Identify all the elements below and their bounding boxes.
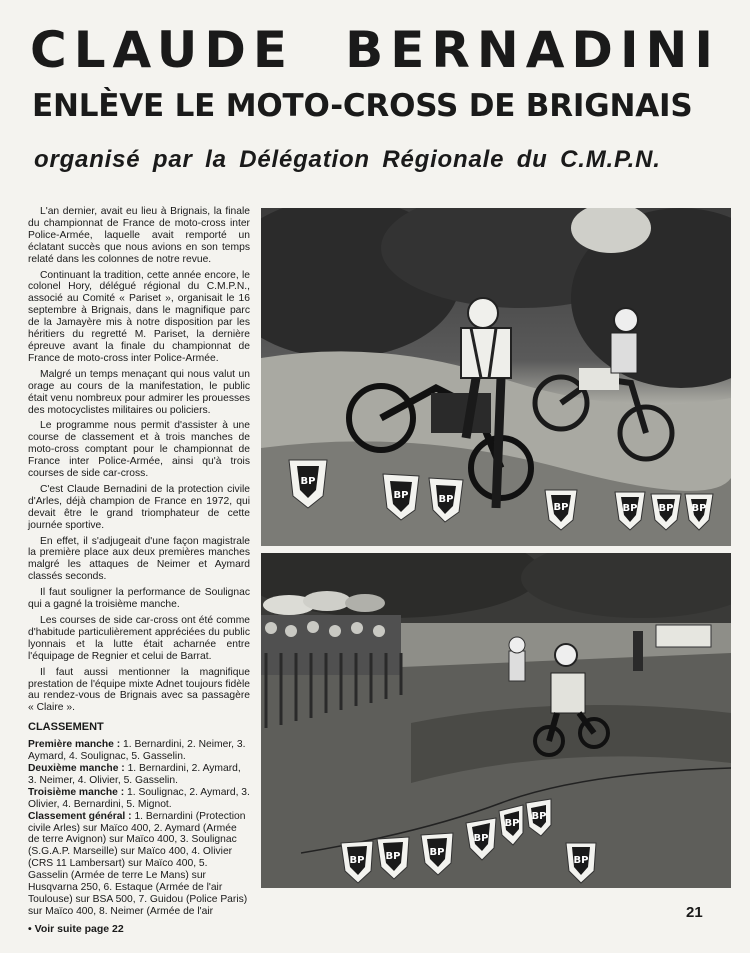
result-text: 1. Bernardini, 2. Neimer, 3. Aymard, 4. Soulignac, 5. Gasselin.: [28, 739, 246, 763]
headline-word-bernadini: BERNADINI: [345, 21, 720, 79]
bp-pennant-label: BP: [385, 851, 401, 862]
page-number: 21: [686, 904, 703, 921]
article-paragraph: Il faut souligner la performance de Soulignac qui a gagné la troisième manche.: [28, 587, 250, 611]
article-column: [28, 206, 250, 936]
bp-pennant-label: BP: [691, 503, 707, 514]
article-paragraph: En effet, il s'adjugeait d'une façon magistrale la première place aux deux premières manches malgré les attaques de Neimer et Aymard classés seconds.: [28, 535, 250, 583]
headline-word-claude: CLAUDE: [30, 21, 294, 79]
result-entry: [28, 787, 250, 811]
article-paragraph: Les courses de side car-cross ont été comme d'habitude particulièrement appréciées du public lyonnais et la lutte était acharnée entre l'équipage de Regnier et celui de Barrat.: [28, 615, 250, 662]
bp-pennant-label: BP: [349, 855, 365, 866]
result-text: 1. Bernardini, 2. Aymard, 3. Neimer, 4. Olivier, 5. Gasselin.: [28, 762, 241, 786]
result-entry: [28, 739, 250, 763]
result-label: Première manche :: [28, 739, 121, 751]
headline-line-1: [30, 22, 720, 78]
article-paragraph: Continuant la tradition, cette année encore, le colonel Hory, délégué régional du C.M.P.N., associé au Comité « Pariset », organisait le 16 septembre à Brignais, dans le magnifique parc de la Jamayère mis à notre disposition par les héritiers du regretté M. Pariset, la dernière épreuve avant la finale du championnat de France de moto-cross inter Police-Armée.: [28, 269, 250, 364]
bp-pennant-label: BP: [429, 847, 445, 858]
article-paragraph: C'est Claude Bernadini de la protection civile d'Arles, déjà champion de France en 1972, qui devait être le grand triomphateur de cette journée sportive.: [28, 483, 250, 531]
bp-pennant-label: BP: [553, 502, 569, 513]
bp-pennant-label: BP: [573, 855, 589, 866]
photo-bottom: [261, 553, 731, 888]
classement-heading: CLASSEMENT: [28, 721, 104, 734]
article-paragraph: L'an dernier, avait eu lieu à Brignais, la finale du championnat de France de moto-cross inter Police-Armée, laquelle avait remporté un éclatant succès que nous avions en son temps relaté dans les colonnes de notre revue.: [28, 206, 250, 265]
result-label: Deuxième manche :: [28, 762, 125, 774]
article-paragraph: Le programme nous permit d'assister à une course de classement et à trois manches de moto-cross comptant pour le championnat de France inter Police-Armée, ainsi qu'à trois courses de side car-cross.: [28, 420, 250, 480]
bp-pennant-label: BP: [300, 476, 316, 487]
see-next-page-note: • Voir suite page 22: [28, 922, 124, 935]
bp-pennant-label: BP: [658, 503, 674, 514]
bp-pennant-label: BP: [473, 833, 489, 844]
bp-pennant-label: BP: [531, 811, 547, 822]
result-entry: [28, 811, 250, 918]
result-label: Troisième manche :: [28, 786, 125, 798]
result-text: 1. Bernardini (Protection civile Arles) sur Maïco 400, 2. Aymard (Armée de terre Avignon) sur Maïco 400, 3. Soulignac (S.G.A.P. Marseille) sur Maïco 400, 4. Olivier (CRS 11 Lambersart) sur Maïco 400, 5. Gasselin (Armée de terre Le Mans) sur Husqvarna 250, 6. Estaque (Armée de l'air Toulouse) sur BSA 500, 7. Guidou (Police Paris) sur Maïco 400, 8. Neimer (Armée de l'air: [28, 810, 248, 917]
motocross-rider-with-spectators-photo: [261, 553, 731, 888]
article-paragraph: Malgré un temps menaçant qui nous valut un orage au cours de la manifestation, le public était venu nombreux pour admirer les prouesses des motocyclistes militaires ou policiers.: [28, 368, 250, 416]
bp-pennant-label: BP: [393, 490, 409, 501]
subtitle: organisé par la Délégation Régionale du C.M.P.N.: [34, 146, 661, 173]
bp-pennant-label: BP: [504, 818, 520, 829]
two-motocross-riders-jumping-photo: [261, 208, 731, 546]
result-label: Classement général :: [28, 810, 132, 822]
headline-line-2: ENLÈVE LE MOTO-CROSS DE BRIGNAIS: [32, 88, 693, 124]
result-entry: [28, 763, 250, 787]
photo-top: [261, 208, 731, 546]
bp-pennant-label: BP: [622, 503, 638, 514]
bp-pennant-label: BP: [438, 494, 454, 505]
article-paragraph: Il faut aussi mentionner la magnifique prestation de l'équipe mixte Adnet toujours fidèle au rendez-vous de Brignais avec sa passagère « Claire ».: [28, 666, 250, 714]
result-text: 1. Soulignac, 2. Aymard, 3. Olivier, 4. Bernardini, 5. Mignot.: [28, 786, 250, 810]
